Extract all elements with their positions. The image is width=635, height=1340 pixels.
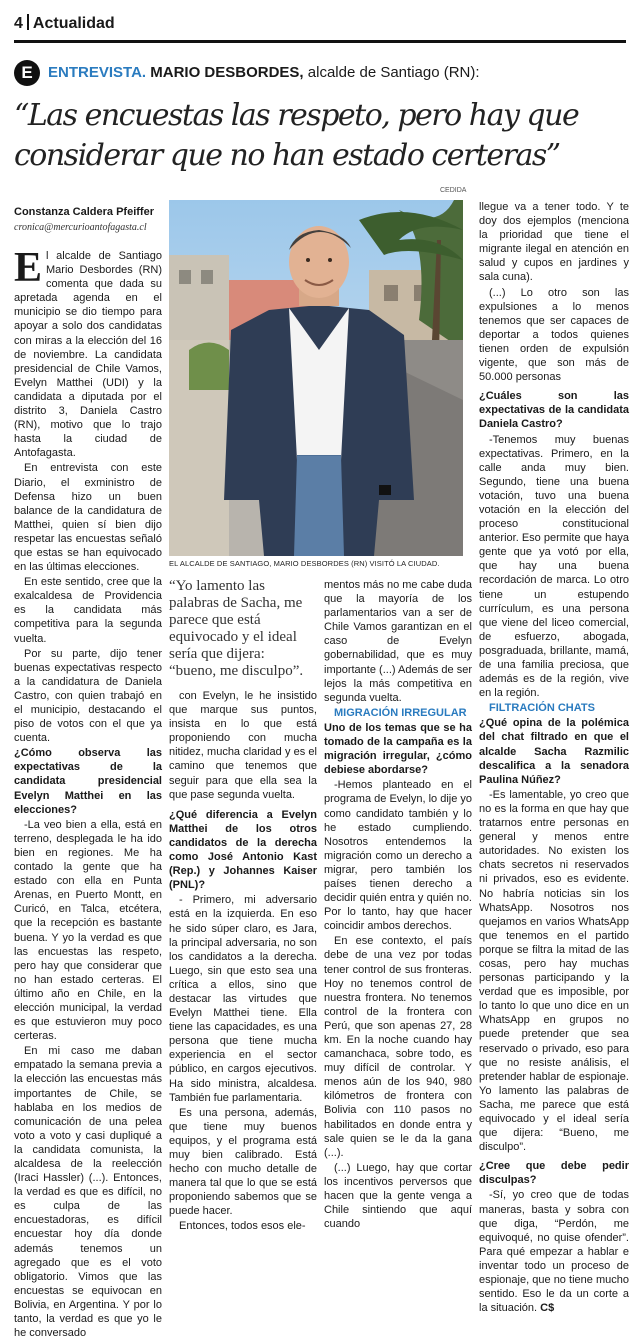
kicker-type: ENTREVISTA. <box>48 64 147 81</box>
answer: En ese contexto, el país debe de una vez por todas tener control de sus fronteras. Hoy no tenemos control de nuestra frontera. No tenemos control de la frontera con Perú, que son apenas 27, 28 km. En la noche cuando hay camanchaca, sobre todo, es muy difícil de controlar. Y menos aún de los 940, 980 kilómetros de frontera con Bolivia con 110 pasos no habilitados en donde entra y sale quien se le da la gana (...). <box>324 935 472 1159</box>
photo-credit: CEDIDA <box>440 187 467 194</box>
question: ¿Cuáles son las expectativas de la candidata Daniela Castro? <box>479 390 629 431</box>
answer: -Tenemos muy buenas expectativas. Primero, en la calle anda muy bien. Segundo, tiene una buena votación, tuvo una buena votación en la elección del proceso constitucional anterior. Eso permite que haya gente que ya votó por ella, que hay una buena recordación de marca. Lo otro tiene un estupendo currículum, es una persona que viene del liceo comercial, de esfuerzo, abogada, posgraduada, brillante, mamá, de una familia preciosa, que además es de la región, vive en la región. <box>479 433 629 700</box>
paragraph: En este sentido, cree que la exalcaldesa de Providencia es la candidata más competitiva para la segunda vuelta. <box>14 576 162 645</box>
answer: -La veo bien a ella, está en terreno, desplegada le ha ido bien en regiones. Me ha contado la gente que ha estado con ella en Punta Arenas, en Puerto Montt, en Curicó, en Talca, etcétera, que la recepción es bastante buena. Y yo la verdad es que las encuestas las respeto, pero hay que considerar que no han estado certeras. El último año en Chile, en la elección municipal, la verdad es que estuvieron muy poco certeras. <box>14 818 162 1043</box>
lead-paragraph <box>14 245 162 460</box>
entrevista-badge-icon: E <box>14 60 40 86</box>
paragraph: Por su parte, dijo tener buenas expectativas respecto a la candidatura de Daniela Castro, con quien trabajó en el municipio, destacando el piso de votos con el que ya cuenta. <box>14 647 162 745</box>
lead-text: l alcalde de Santiago Mario Desbordes (RN) comenta que dada su apretada agenda en el municipio se dio tiempo para apoyar a solo dos candidatas con miras a la elección del 16 de noviembre. La candidata presidencial de Chile Vamos, Evelyn Matthei (UDI) y la candidata a diputada por el distrito 3, Daniela Castro (RN), motivo que lo trajo hasta la ciudad de Antofagasta. <box>14 250 162 460</box>
drop-cap: E <box>14 245 43 291</box>
paragraph: mentos más no me cabe duda que la mayoría de los parlamentarios van a ser de Chile Vamos garantizan en el caso de Evelyn gobernabilidad, que es muy importante (...) Además de ser lejos la más competitiva en segunda vuelta. <box>324 579 472 704</box>
question: ¿Qué opina de la polémica del chat filtrado en que el alcalde Sacha Razmilic descalifica a la senadora Paulina Núñez? <box>479 717 629 786</box>
answer: -Hemos planteado en el programa de Evelyn, lo dije yo como candidato también y lo he estado cumpliendo. Nosotros entendemos la migración como un derecho a migrar, pero también los países tienen derecho a decidir quién entra y quién no. Por lo tanto, hay que hacer coincidir ambos derechos. <box>324 779 472 933</box>
answer-text: -Sí, yo creo que de todas maneras, basta y sobra con que diga, “Perdón, me equivoqué, no quise ofender”. Para qué empezar a hablar e inventar todo un proceso de espionaje, que no tiene mucho sentido. Eso le da un corte a la situación. <box>479 1189 629 1315</box>
answer: Es una persona, además, que tiene muy buenos equipos, y el programa está muy bien calibrado. Está hecho con mucho detalle de manera tal que lo que se está proponiendo sabemos que se puede hacer. <box>169 1106 317 1218</box>
paragraph: (...) Lo otro son las expulsiones a lo menos tenemos que ser capaces de deportar a todos quienes tienen orden de expulsión vigente, que son más de 50.000 personas <box>479 286 629 384</box>
kicker-role: alcalde de Santiago (RN): <box>307 64 480 81</box>
paragraph: En entrevista con este Diario, el exministro de Defensa hizo un buen balance de la candidatura de Matthei, quien sí bien dijo respetar las encuestas señaló que estas se han equivocado en las últimas elecciones. <box>14 462 162 574</box>
pull-quote: “Yo lamento las palabras de Sacha, me parece que está equivocado y el ideal sería que dijera: “bueno, me disculpo”. <box>169 578 304 679</box>
answer: Entonces, todos esos ele- <box>179 1220 306 1233</box>
answer: - Primero, mi adversario está en la izquierda. En eso he sido súper claro, es Jara, la principal adversaria, no son los candidatos a la derecha. Luego, sin que esto sea una crítica a ellos, sino que destacar las virtudes que Evelyn Matthei tiene. Ella tiene las capacidades, es una persona que tiene mucha experiencia en el sector público, en cargos ejecutivos. Ha sido ministra, alcaldesa. También fue parlamentaria. <box>169 894 317 1104</box>
article-column-3 <box>324 578 472 1231</box>
article-column-1 <box>14 245 162 1340</box>
answer: -Es lamentable, yo creo que no es la forma en que hay que tratarnos entre personas en general y menos entre autoridades. No existen los chats secretos ni reservados ni privados, eso es evidente. No habría noticias sin los WhatsApp. Nosotros nos quejamos en varios WhatsApp que tenemos en el partido porque se filtra la mitad de las cosas, pero hay muchas personas participando y la verdad que es imposible, por lo tanto lo que uno dice en un WhatsApp en grupos no puede pretender que sea reservado o privado, eso para que no resiste análisis, el pretender hablar de espionaje. Yo lamento las palabras de Sacha, me parece que está equivocado y el ideal sería que dijera: “Bueno, me disculpo”. <box>479 788 629 1154</box>
paragraph: llegue va a tener todo. Y te doy dos ejemplos (menciona la prioridad que tiene el migrante ilegal en atención en salud y cupos en jardines y sala cuna). <box>479 201 629 284</box>
page-header <box>14 14 626 38</box>
answer <box>479 1188 629 1315</box>
byline-email: cronica@mercurioantofagasta.cl <box>14 222 147 233</box>
kicker <box>48 64 480 81</box>
end-mark: C$ <box>540 1302 555 1315</box>
article-column-4 <box>479 200 629 1315</box>
page-number: 4 <box>14 15 23 32</box>
answer: En mi caso me daban empatado la semana previa a la elección las encuestas más importantes de Chile, se hablaba en los medios de comunicación de una pelea voto a voto y casi dupliqué a la candidata comunista, la alcaldesa de la reelección (Iraci Hassler) (...). Entonces, la verdad es que es difícil, no es culpa de las encuestadoras, es difícil encuestar hoy día donde además tenemos un agregado que es el voto obligatorio. Vimos que las encuestas se equivocan en Bolivia, en Argentina. Y por lo tanto, la verdad es que yo le he conversado <box>14 1045 162 1340</box>
mayor-photo-illustration <box>169 200 463 556</box>
answer: (...) Luego, hay que cortar los incentivos perversos que hacen que la gente venga a Chile sintiendo que aquí cuando <box>324 1161 472 1231</box>
kicker-name: MARIO DESBORDES, <box>150 64 304 81</box>
paragraph: con Evelyn, le he insistido que marque sus puntos, insista en lo que está proponiendo con mucha nitidez, mucha claridad y es el camino que tenemos que seguir para que ella sea la que pase segunda vuelta. <box>169 690 317 801</box>
photo-caption: EL ALCALDE DE SANTIAGO, MARIO DESBORDES (RN) VISITÓ LA CIUDAD. <box>169 559 440 568</box>
question: Uno de los temas que se ha tomado de la campaña es la migración irregular, ¿cómo debiese abordarse? <box>324 721 472 777</box>
question: ¿Cree que debe pedir disculpas? <box>479 1160 629 1187</box>
byline-author: Constanza Caldera Pfeiffer <box>14 206 154 218</box>
subheading: FILTRACIÓN CHATS <box>489 702 595 715</box>
header-divider <box>27 14 29 30</box>
article-column-2 <box>169 689 317 1233</box>
header-rule <box>14 40 626 43</box>
subheading: MIGRACIÓN IRREGULAR <box>334 706 467 719</box>
headline: “Las encuestas las respeto, pero hay que considerar que no han estado certeras” <box>14 98 579 173</box>
mayor-photo <box>169 200 463 556</box>
question: ¿Qué diferencia a Evelyn Matthei de los otros candidatos de la derecha como José Antonio Kast (Rep.) y Johannes Kaiser (PNL)? <box>169 808 317 892</box>
section-title: Actualidad <box>32 15 115 32</box>
question: ¿Cómo observa las expectativas de la candidata presidencial Evelyn Matthei en las elecciones? <box>14 747 162 816</box>
